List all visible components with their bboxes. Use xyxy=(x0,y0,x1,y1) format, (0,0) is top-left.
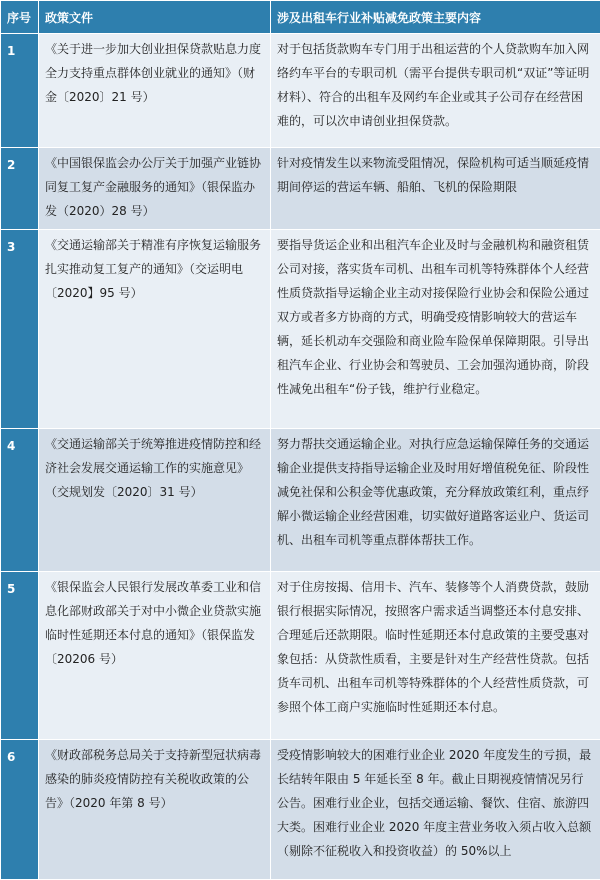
row-index: 1 xyxy=(1,34,39,148)
table-row xyxy=(1,34,600,148)
row-index: 5 xyxy=(1,572,39,740)
header-index: 序号 xyxy=(1,1,39,34)
policy-document: 《关于进一步加大创业担保贷款贴息力度全力支持重点群体创业就业的通知》（财金〔2020〕21 号） xyxy=(39,34,271,148)
row-index: 6 xyxy=(1,740,39,880)
row-index: 2 xyxy=(1,148,39,230)
header-policy: 政策文件 xyxy=(39,1,271,34)
table-row xyxy=(1,148,600,230)
row-index: 4 xyxy=(1,429,39,572)
policy-content: 对于包括货款购车专门用于出租运营的个人贷款购车加入网络约车平台的专职司机（需平台提供专职司机“双证”等证明材料）、符合的出租车及网约车企业或其子公司存在经营困难的，可以次申请创业担保贷款。 xyxy=(271,34,600,148)
policy-content: 努力帮扶交通运输企业。对执行应急运输保障任务的交通运输企业提供支持指导运输企业及时用好增值税免征、阶段性减免社保和公积金等优惠政策，充分释放政策红利，重点纾解小微运输企业经营困难，切实做好道路客运业户、货运司机、出租车司机等重点群体帮扶工作。 xyxy=(271,429,600,572)
row-index: 3 xyxy=(1,230,39,429)
table-row xyxy=(1,740,600,880)
policy-document: 《中国银保监会办公厅关于加强产业链协同复工复产金融服务的通知》（银保监办发（2020）28 号） xyxy=(39,148,271,230)
policy-document: 《财政部税务总局关于支持新型冠状病毒感染的肺炎疫情防控有关税收政策的公告》（2020 年第 8 号） xyxy=(39,740,271,880)
table-row xyxy=(1,572,600,740)
policy-document: 《交通运输部关于精准有序恢复运输服务扎实推动复工复产的通知》（交运明电〔2020】95 号） xyxy=(39,230,271,429)
policy-document: 《交通运输部关于统筹推进疫情防控和经济社会发展交通运输工作的实施意见》（交规划发〔2020〕31 号） xyxy=(39,429,271,572)
policy-content: 对于住房按揭、信用卡、汽车、装修等个人消费贷款，鼓励银行根据实际情况，按照客户需求适当调整还本付息安排、合理延后还款期限。临时性延期还本付息政策的主要受惠对象包括：从贷款性质看，主要是针对生产经营性贷款。包括货车司机、出租车司机等特殊群体的个人经营性质贷款，可参照个体工商户实施临时性延期还本付息。 xyxy=(271,572,600,740)
policy-content: 针对疫情发生以来物流受阻情况，保险机构可适当顺延疫情期间停运的营运车辆、船舶、飞机的保险期限 xyxy=(271,148,600,230)
policy-document: 《银保监会人民银行发展改革委工业和信息化部财政部关于对中小微企业贷款实施临时性延期还本付息的通知》（银保监发〔20206 号） xyxy=(39,572,271,740)
header-content: 涉及出租车行业补贴减免政策主要内容 xyxy=(271,1,600,34)
policy-content: 要指导货运企业和出租汽车企业及时与金融机构和融资租赁公司对接，落实货车司机、出租车司机等特殊群体个人经营性质贷款指导运输企业主动对接保险行业协会和保险公通过双方或者多方协商的方式，明确受疫情影响较大的营运车辆，延长机动车交强险和商业险车险保单保障期限。引导出租汽车企业、行业协会和驾驶员、工会加强沟通协商，阶段性减免出租车“份子钱，维护行业稳定。 xyxy=(271,230,600,429)
policy-content: 受疫情影响较大的困难行业企业 2020 年度发生的亏损，最长结转年限由 5 年延长至 8 年。截止日期视疫情情况另行公告。困难行业企业，包括交通运输、餐饮、住宿、旅游四大类。困难行业企业 2020 年度主营业务收入须占收入总额（剔除不征税收入和投资收益）的 50%以上 xyxy=(271,740,600,880)
table-row xyxy=(1,230,600,429)
table-row xyxy=(1,429,600,572)
table-header-row xyxy=(1,1,600,34)
